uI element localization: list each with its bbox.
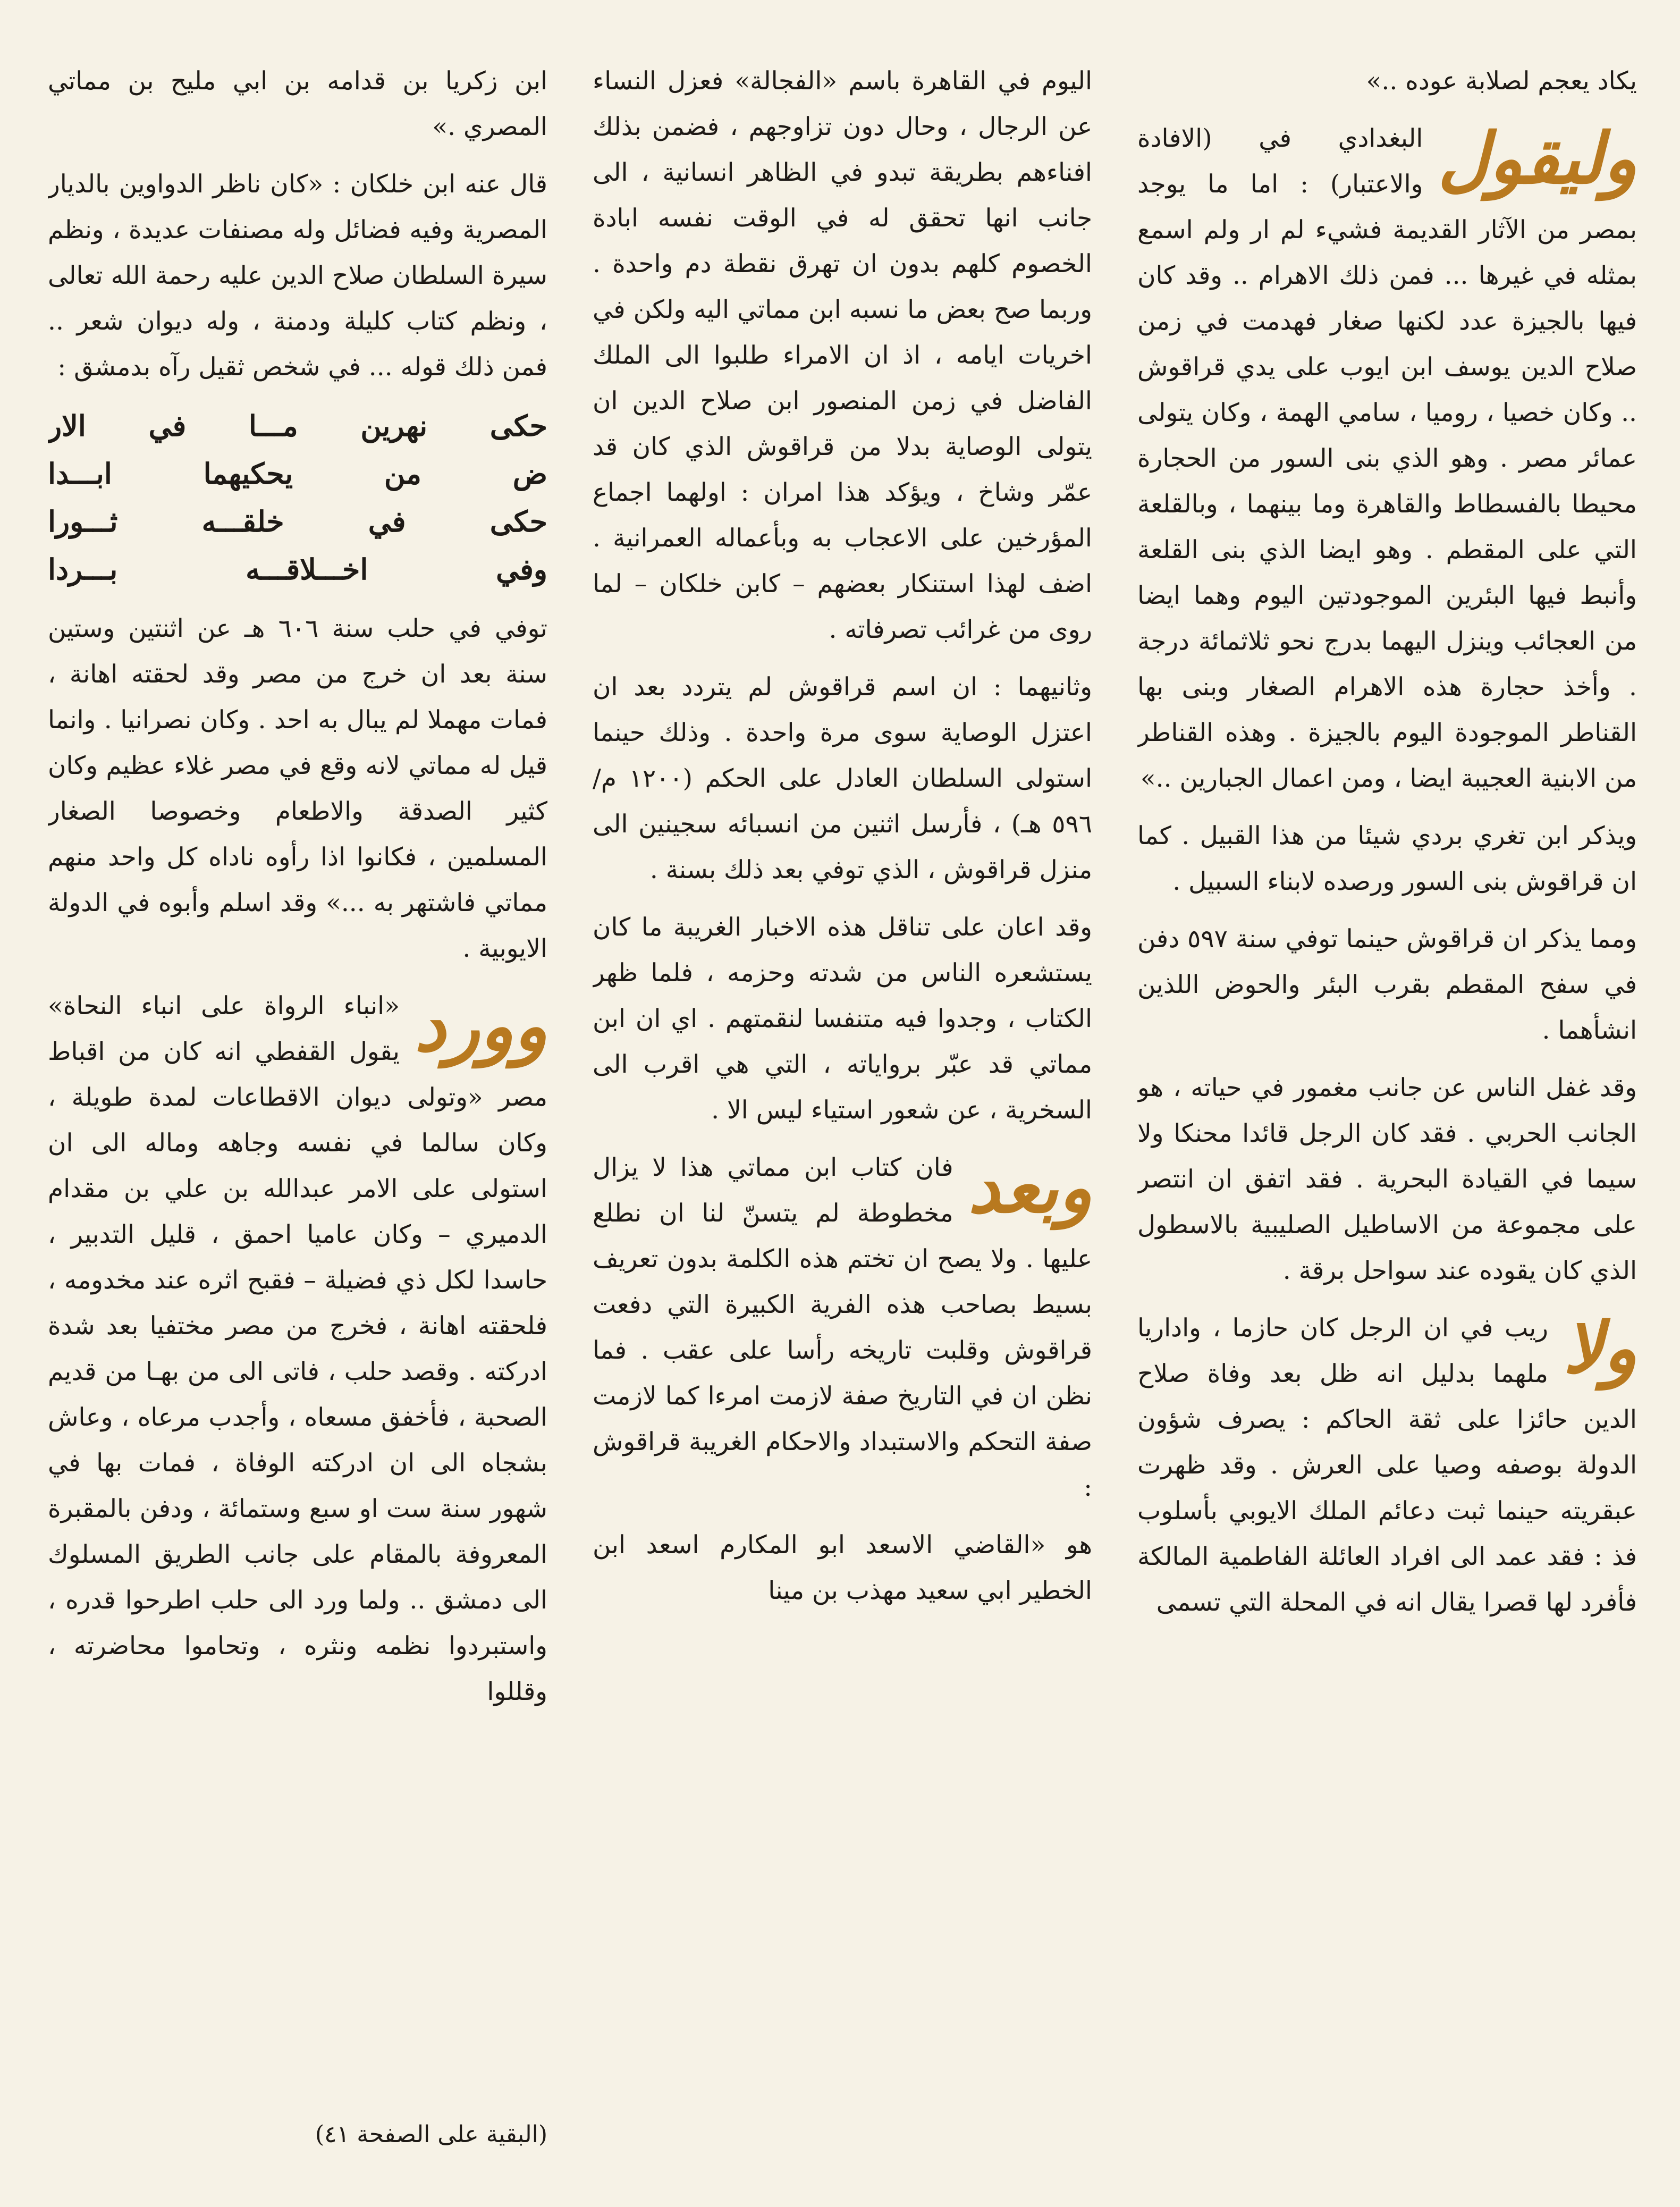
poem-line: حكى في خلقـــه ثـــورا bbox=[48, 504, 547, 538]
paragraph: ومما يذكر ان قراقوش حينما توفي سنة ٥٩٧ دفن في سفح المقطم بقرب البئر والحوض اللذين انشأهما . bbox=[1137, 924, 1637, 1045]
paragraph bbox=[1137, 116, 1637, 802]
paragraph bbox=[593, 1145, 1092, 1511]
paragraph: هو «القاضي الاسعد ابو المكارم اسعد ابن الخطير ابي سعيد مهذب بن مينا bbox=[593, 1530, 1092, 1605]
paragraph-text: البغدادي في (الافادة والاعتبار) : اما ما يوجد بمصر من الآثار القديمة فشيء لم ار ولم اسمع بمثله في غيرها ... فمن ذلك الاهرام .. وقد كان فيها بالجيزة عدد لكنها صغار فهدمت في زمن صلاح الدين يوسف ابن ايوب على يدي قراقوش .. وكان خصيا ، روميا ، سامي الهمة ، وكان يتولى عمائر مصر . وهو الذي بنى السور من الحجارة محيطا بالفسطاط والقاهرة وما بينهما ، وبالقلعة التي على المقطم . وهو ايضا الذي بنى القلعة وأنبط فيها البئرين الموجودتين اليوم وهما ايضا من العجائب وينزل اليهما بدرج نحو ثلاثمائة درجة . وأخذ حجارة هذه الاهرام الصغار وبنى بها القناطر الموجودة اليوم بالجيزة . وهذه القناطر من الابنية العجيبة ايضا ، ومن اعمال الجبارين ..» bbox=[1137, 124, 1637, 793]
paragraph-text: ريب في ان الرجل كان حازما ، واداريا ملهما بدليل انه ظل بعد وفاة صلاح الدين حائزا على ثقة الحاكم : يصرف شؤون الدولة بوصفه وصيا على العرش . وقد ظهرت عبقريته حينما ثبت دعائم الملك الايوبي بأسلوب فذ : فقد عمد الى افراد العائلة الفاطمية المالكة فأفرد لها قصرا يقال انه في المحلة التي تسمى bbox=[1137, 1313, 1637, 1617]
paragraph-text: فان كتاب ابن مماتي هذا لا يزال مخطوطة لم يتسنّ لنا ان نطلع عليها . ولا يصح ان تختم هذه الكلمة بدون تعريف بسيط بصاحب هذه الفرية الكبيرة التي دفعت قراقوش وقلبت تاريخه رأسا على عقب . فما نظن ان في التاريخ صفة لازمت امرءا كما لازمت صفة التحكم والاستبداد والاحكام الغريبة قراقوش : bbox=[593, 1153, 1092, 1502]
paragraph: اليوم في القاهرة باسم «الفجالة» فعزل النساء عن الرجال ، وحال دون تزاوجهم ، فضمن بذلك افناءهم بطريقة تبدو في الظاهر انسانية ، الى جانب انها تحقق له في الوقت نفسه ابادة الخصوم كلهم بدون ان تهرق نقطة دم واحدة . وربما صح بعض ما نسبه ابن مماتي اليه ولكن في اخريات ايامه ، اذ ان الامراء طلبوا الى الملك الفاضل في زمن المنصور ابن صلاح الدين ان يتولى الوصاية بدلا من قراقوش الذي كان قد عمّر وشاخ ، ويؤكد هذا امران : اولهما اجماع المؤرخين على الاعجاب به وبأعماله العمرانية . اضف لهذا استنكار بعضهم – كابن خلكان – لما روى من غرائب تصرفاته . bbox=[593, 66, 1092, 644]
paragraph: وقد اعان على تناقل هذه الاخبار الغريبة ما كان يستشعره الناس من شدته وحزمه ، فلما ظهر الكتاب ، وجدوا فيه متنفسا لنقمتهم . اي ان ابن مماتي قد عبّر برواياته ، التي هي اقرب الى السخرية ، عن شعور استياء ليس الا . bbox=[593, 913, 1092, 1125]
paragraph: وثانيهما : ان اسم قراقوش لم يتردد بعد ان اعتزل الوصاية سوى مرة واحدة . وذلك حينما استولى السلطان العادل على الحكم (١٢٠٠ م/٥٩٦ هـ) ، فأرسل اثنين من انسبائه سجينين الى منزل قراقوش ، الذي توفي بعد ذلك بسنة . bbox=[593, 672, 1092, 885]
ornamental-lead-word: وورد bbox=[414, 985, 547, 1067]
paragraph bbox=[48, 983, 547, 1715]
poem-line: وفي اخـــلاقـــه بـــردا bbox=[48, 552, 547, 586]
poem-line: ض من يحكيهما ابـــدا bbox=[48, 457, 547, 491]
paragraph-text: «انباء الرواة على انباء النحاة» يقول القفطي انه كان من اقباط مصر «وتولى ديوان الاقطاعات لمدة طويلة ، وكان سالما في نفسه وجاهه وماله الى ان استولى على الامر عبدالله بن علي بن مقدام الدميري – وكان عاميا احمق ، قليل التدبير ، حاسدا لكل ذي فضيلة – فقبح اثره عند مخدومه ، فلحقته اهانة ، فخرج من مصر مختفيا بعد شدة ادركته . وقصد حلب ، فاتى الى من بهـا من قديم الصحبة ، فأخفق مسعاه ، وأجدب مرعاه ، وعاش بشجاه الى ان ادركته الوفاة ، فمات بها في شهور سنة ست او سبع وستمائة ، ودفن بالمقبرة المعروفة بالمقام على جانب الطريق المسلوك الى دمشق .. ولما ورد الى حلب اطرحوا قدره ، واستبردوا نظمه ونثره ، وتحاموا محاضرته ، وقللوا bbox=[48, 991, 547, 1706]
magazine-page bbox=[48, 58, 1637, 2163]
paragraph: ابن زكريا بن قدامه بن ابي مليح بن مماتي المصري .» bbox=[48, 66, 547, 141]
column-left bbox=[48, 58, 547, 2163]
paragraph: توفي في حلب سنة ٦٠٦ هـ عن اثنتين وستين سنة بعد ان خرج من مصر وقد لحقته اهانة ، فمات مهملا لم يبال به احد . وكان نصرانيا . وانما قيل له مماتي لانه وقع في مصر غلاء عظيم وكان كثير الصدقة والاطعام وخصوصا الصغار المسلمين ، فكانوا اذا رأوه ناداه كل واحد منهم مماتي فاشتهر به ...» وقد اسلم وأبوه في الدولة الايوبية . bbox=[48, 614, 547, 963]
paragraph: يكاد يعجم لصلابة عوده ..» bbox=[1366, 66, 1637, 96]
paragraph: وقد غفل الناس عن جانب مغمور في حياته ، هو الجانب الحربي . فقد كان الرجل قائدا محنكا ولا سيما في القيادة البحرية . فقد اتفق ان انتصر على مجموعة من الاساطيل الصليبية بالاسطول الذي كان يقوده عند سواحل برقة . bbox=[1137, 1073, 1637, 1285]
poem bbox=[48, 402, 547, 593]
paragraph: ويذكر ابن تغري بردي شيئا من هذا القبيل . كما ان قراقوش بنى السور ورصده لابناء السبيل . bbox=[1137, 821, 1637, 896]
column-right bbox=[1137, 58, 1637, 2163]
ornamental-lead-word: وبعد bbox=[968, 1147, 1092, 1229]
ornamental-lead-word: وليقول bbox=[1438, 117, 1637, 200]
continuation-note: (البقية على الصفحة ٤١) bbox=[315, 2121, 547, 2148]
paragraph bbox=[1137, 1305, 1637, 1625]
column-middle bbox=[593, 58, 1092, 2163]
poem-line: حكى نهرين مـــا في الار bbox=[48, 409, 547, 443]
ornamental-lead-word: ولا bbox=[1563, 1307, 1637, 1389]
paragraph: قال عنه ابن خلكان : «كان ناظر الدواوين بالديار المصرية وفيه فضائل وله مصنفات عديدة ، ونظم سيرة السلطان صلاح الدين عليه رحمة الله تعالى ، ونظم كتاب كليلة ودمنة ، وله ديوان شعر .. فمن ذلك قوله ... في شخص ثقيل رآه بدمشق : bbox=[48, 170, 547, 382]
